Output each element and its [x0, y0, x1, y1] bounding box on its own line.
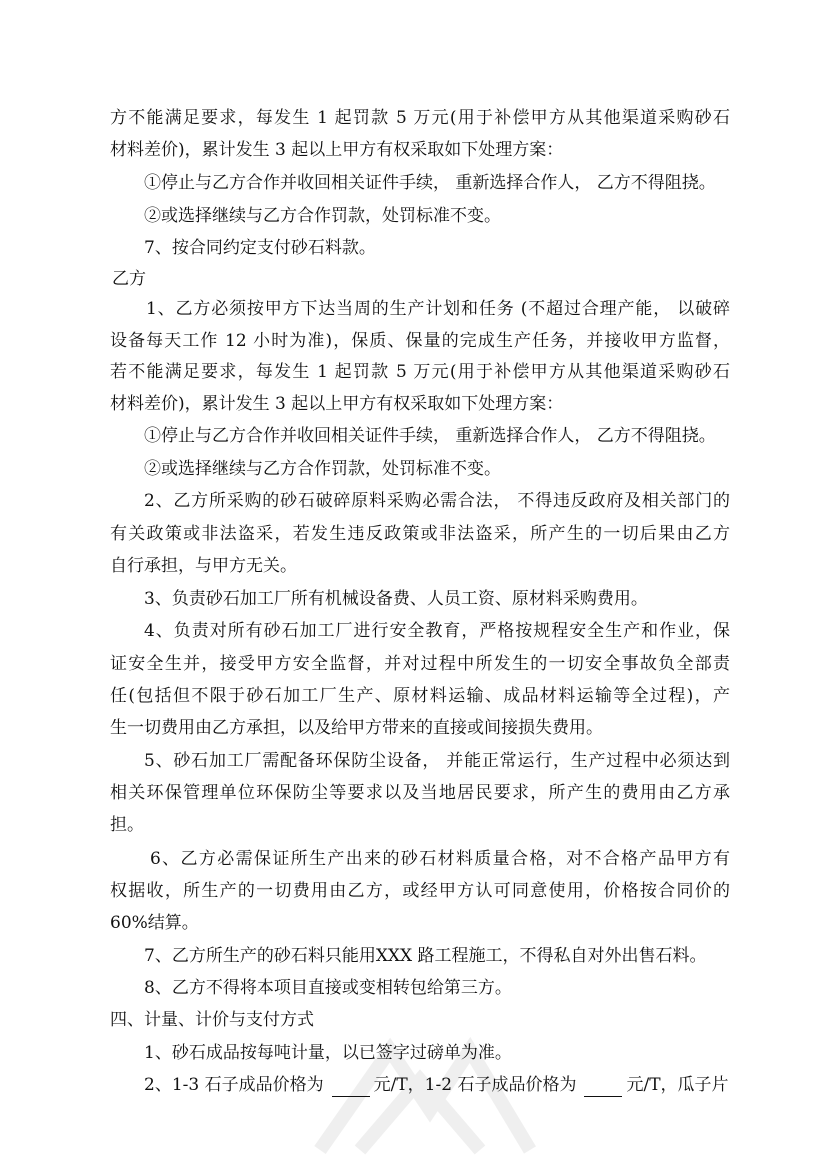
text-line-12: ②或选择继续与乙方合作罚款，处罚标准不变。	[144, 459, 501, 479]
text-line-21: 5、砂石加工厂需配备环保防尘设备， 并能正常运行，生产过程中必须达到	[144, 751, 730, 771]
price-text-part1: 2、1-3 石子成品价格为	[144, 1075, 324, 1095]
price-text-part2: 元/T，1-2 石子成品价格为	[373, 1075, 577, 1095]
text-line-13: 2、乙方所采购的砂石破碎原料采购必需合法， 不得违反政府及相关部门的	[144, 491, 730, 511]
text-line-2: 材料差价)，累计发生 3 起以上甲方有权采取如下处理方案：	[110, 140, 564, 160]
price-blank-1	[332, 1074, 370, 1097]
text-line-11: ①停止与乙方合作并收回相关证件手续， 重新选择合作人， 乙方不得阻挠。	[144, 426, 716, 446]
text-line-14: 有关政策或非法盗采，若发生违反政策或非法盗采，所产生的一切后果由乙方	[110, 524, 730, 544]
text-line-18: 证安全生并，接受甲方安全监督，并对过程中所发生的一切安全事故负全部责	[110, 654, 730, 674]
text-line-25: 权据收，所生产的一切费用由乙方，或经甲方认可同意使用，价格按合同价的	[110, 881, 730, 901]
text-line-4: ②或选择继续与乙方合作罚款，处罚标准不变。	[144, 206, 501, 226]
text-line-9: 若不能满足要求，每发生 1 起罚款 5 万元(用于补偿甲方从其他渠道采购砂石	[110, 362, 730, 382]
text-line-5: 7、按合同约定支付砂石料款。	[144, 238, 376, 258]
text-line-19: 任(包括但不限于砂石加工厂生产、原材料运输、成品材料运输等全过程)，产	[110, 686, 730, 706]
text-line-15: 自行承担，与甲方无关。	[110, 556, 297, 576]
text-line-3: ①停止与乙方合作并收回相关证件手续， 重新选择合作人， 乙方不得阻挠。	[144, 173, 716, 193]
section-heading-4: 四、计量、计价与支付方式	[110, 1010, 314, 1030]
text-line-22: 相关环保管理单位环保防尘等要求以及当地居民要求，所产生的费用由乙方承	[110, 783, 730, 803]
text-line-28: 8、乙方不得将本项目直接或变相转包给第三方。	[144, 978, 512, 998]
text-line-10: 材料差价)，累计发生 3 起以上甲方有权采取如下处理方案：	[110, 394, 564, 414]
text-line-23: 担。	[110, 815, 144, 835]
text-line-27: 7、乙方所生产的砂石料只能用XXX 路工程施工，不得私自对外出售石料。	[144, 946, 707, 966]
text-line-26: 60%结算。	[110, 913, 199, 933]
text-line-20: 生一切费用由乙方承担，以及给甲方带来的直接或间接损失费用。	[110, 718, 603, 738]
text-line-1: 方不能满足要求，每发生 1 起罚款 5 万元(用于补偿甲方从其他渠道采购砂石	[110, 108, 730, 128]
price-blank-2	[584, 1074, 622, 1097]
text-line-7: 1、乙方必须按甲方下达当周的生产计划和任务 (不超过合理产能， 以破碎	[146, 299, 730, 319]
price-text-part3: 元/T，瓜子片	[626, 1075, 729, 1095]
text-line-31	[144, 1074, 730, 1097]
text-line-30: 1、砂石成品按每吨计量，以已签字过磅单为准。	[144, 1043, 512, 1063]
text-line-24: 6、乙方必需保证所生产出来的砂石材料质量合格，对不合格产品甲方有	[150, 849, 730, 869]
text-line-17: 4、负责对所有砂石加工厂进行安全教育，严格按规程安全生产和作业，保	[144, 621, 730, 641]
text-line-8: 设备每天工作 12 小时为准)，保质、保量的完成生产任务，并接收甲方监督，	[110, 331, 730, 351]
text-line-16: 3、负责砂石加工厂所有机械设备费、人员工资、原材料采购费用。	[144, 589, 648, 609]
section-heading-yifang: 乙方	[112, 269, 146, 289]
